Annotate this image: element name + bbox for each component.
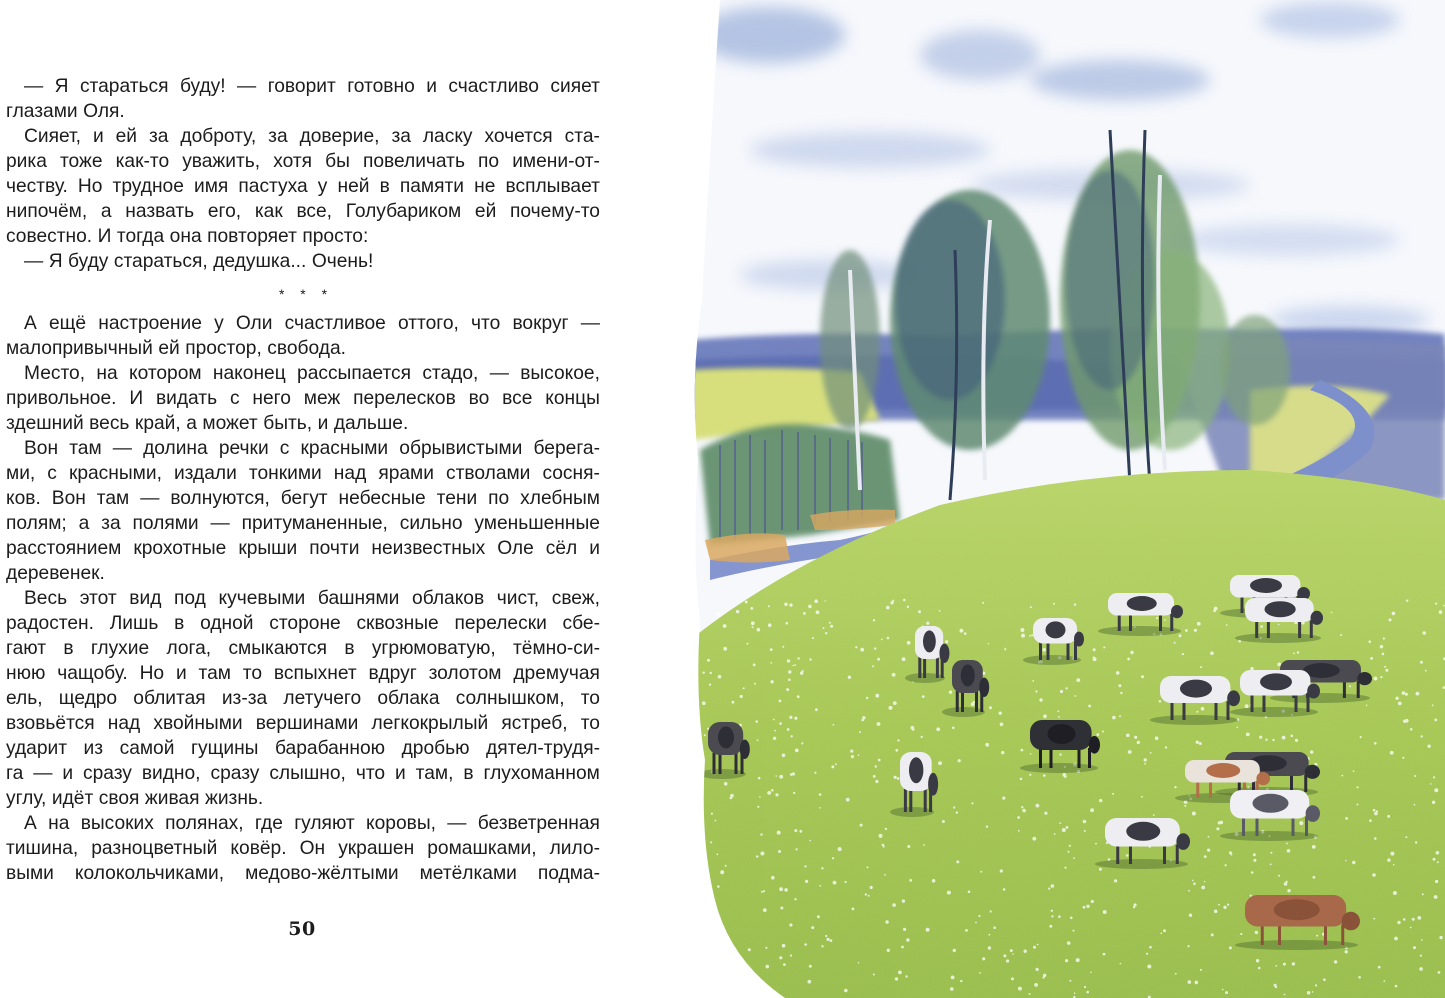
text-line: совестно. И тогда она повторяет просто: <box>6 226 369 247</box>
section-separator: * * * <box>278 286 334 302</box>
text-line: нюю чащобу. Но и там то вспыхнет вдруг золотом дремучая <box>6 663 600 684</box>
text-line: углу, идёт своя живая жизнь. <box>6 788 264 809</box>
illustration-cows-meadow <box>690 0 1445 998</box>
text-line: тишина, разноцветный ковёр. Он украшен ромашками, лило- <box>6 838 600 859</box>
text-line: Сияет, и ей за доброту, за доверие, за ласку хочется ста- <box>24 126 600 147</box>
cow-icon <box>1235 895 1360 950</box>
text-line: нипочём, а назвать его, как все, Голубариком ей почему-то <box>6 201 600 222</box>
text-line: здешний весь край, а может быть, и дальше. <box>6 413 409 434</box>
text-line: деревенек. <box>6 563 105 584</box>
cow-icon <box>1220 790 1320 841</box>
text-line: выми колокольчиками, медово-жёлтыми метёлками подма- <box>6 863 600 884</box>
text-line: А ещё настроение у Оли счастливое оттого, что вокруг — <box>24 313 600 334</box>
text-line: расстоянием крохотные крыши почти неизвестных Оле сёл и <box>6 538 600 559</box>
text-column <box>6 74 600 886</box>
text-line: Вон там — долина речки с красными обрывистыми берега- <box>24 438 600 459</box>
text-line: глазами Оля. <box>6 101 125 122</box>
text-line: привольное. И видать с него меж перелесков во все концы <box>6 388 600 409</box>
text-line: гают в глухие лога, смыкаются в угрюмоватую, тёмно-си- <box>6 638 600 659</box>
text-line: га — и сразу видно, сразу слышно, что и там, в глухоманном <box>6 763 600 784</box>
text-line: рика тоже как-то уважить, хотя бы повеличать по имени-от- <box>6 151 600 172</box>
text-line: — Я стараться буду! — говорит готовно и счастливо сияет <box>24 76 600 97</box>
text-line: взовьётся над хвойными вершинами легкокрылый ястреб, то <box>6 713 600 734</box>
text-line: Место, на котором наконец рассыпается стадо, — высокое, <box>24 363 600 384</box>
landscape-painting <box>690 0 1445 998</box>
text-line: ми, с красными, издали тонкими над ярами стволами сосня- <box>6 463 600 484</box>
text-line: — Я буду стараться, дедушка... Очень! <box>24 251 374 272</box>
text-line: малопривычный ей простор, свобода. <box>6 338 346 359</box>
text-line: радостен. Лишь в одной стороне сквозные перелески сбе- <box>6 613 600 634</box>
text-line: ель, щедро облитая из-за летучего облака солнышком, то <box>6 688 600 709</box>
page-number: 50 <box>288 918 316 940</box>
text-line: Весь этот вид под кучевыми башнями облаков чист, свеж, <box>24 588 600 609</box>
text-line: ков. Вон там — волнуются, бегут небесные тени по хлебным <box>6 488 600 509</box>
text-line: полям; а за полями — притуманенные, сильно уменьшенные <box>6 513 600 534</box>
text-line: А на высоких полянах, где гуляют коровы, — безветренная <box>24 813 600 834</box>
text-page <box>0 0 620 998</box>
text-line: честву. Но трудное имя пастуха у ней в памяти не всплывает <box>6 176 600 197</box>
text-line: ударит из самой гущины барабанною дробью дятел-трудя- <box>6 738 600 759</box>
cow-icon <box>1095 818 1190 869</box>
